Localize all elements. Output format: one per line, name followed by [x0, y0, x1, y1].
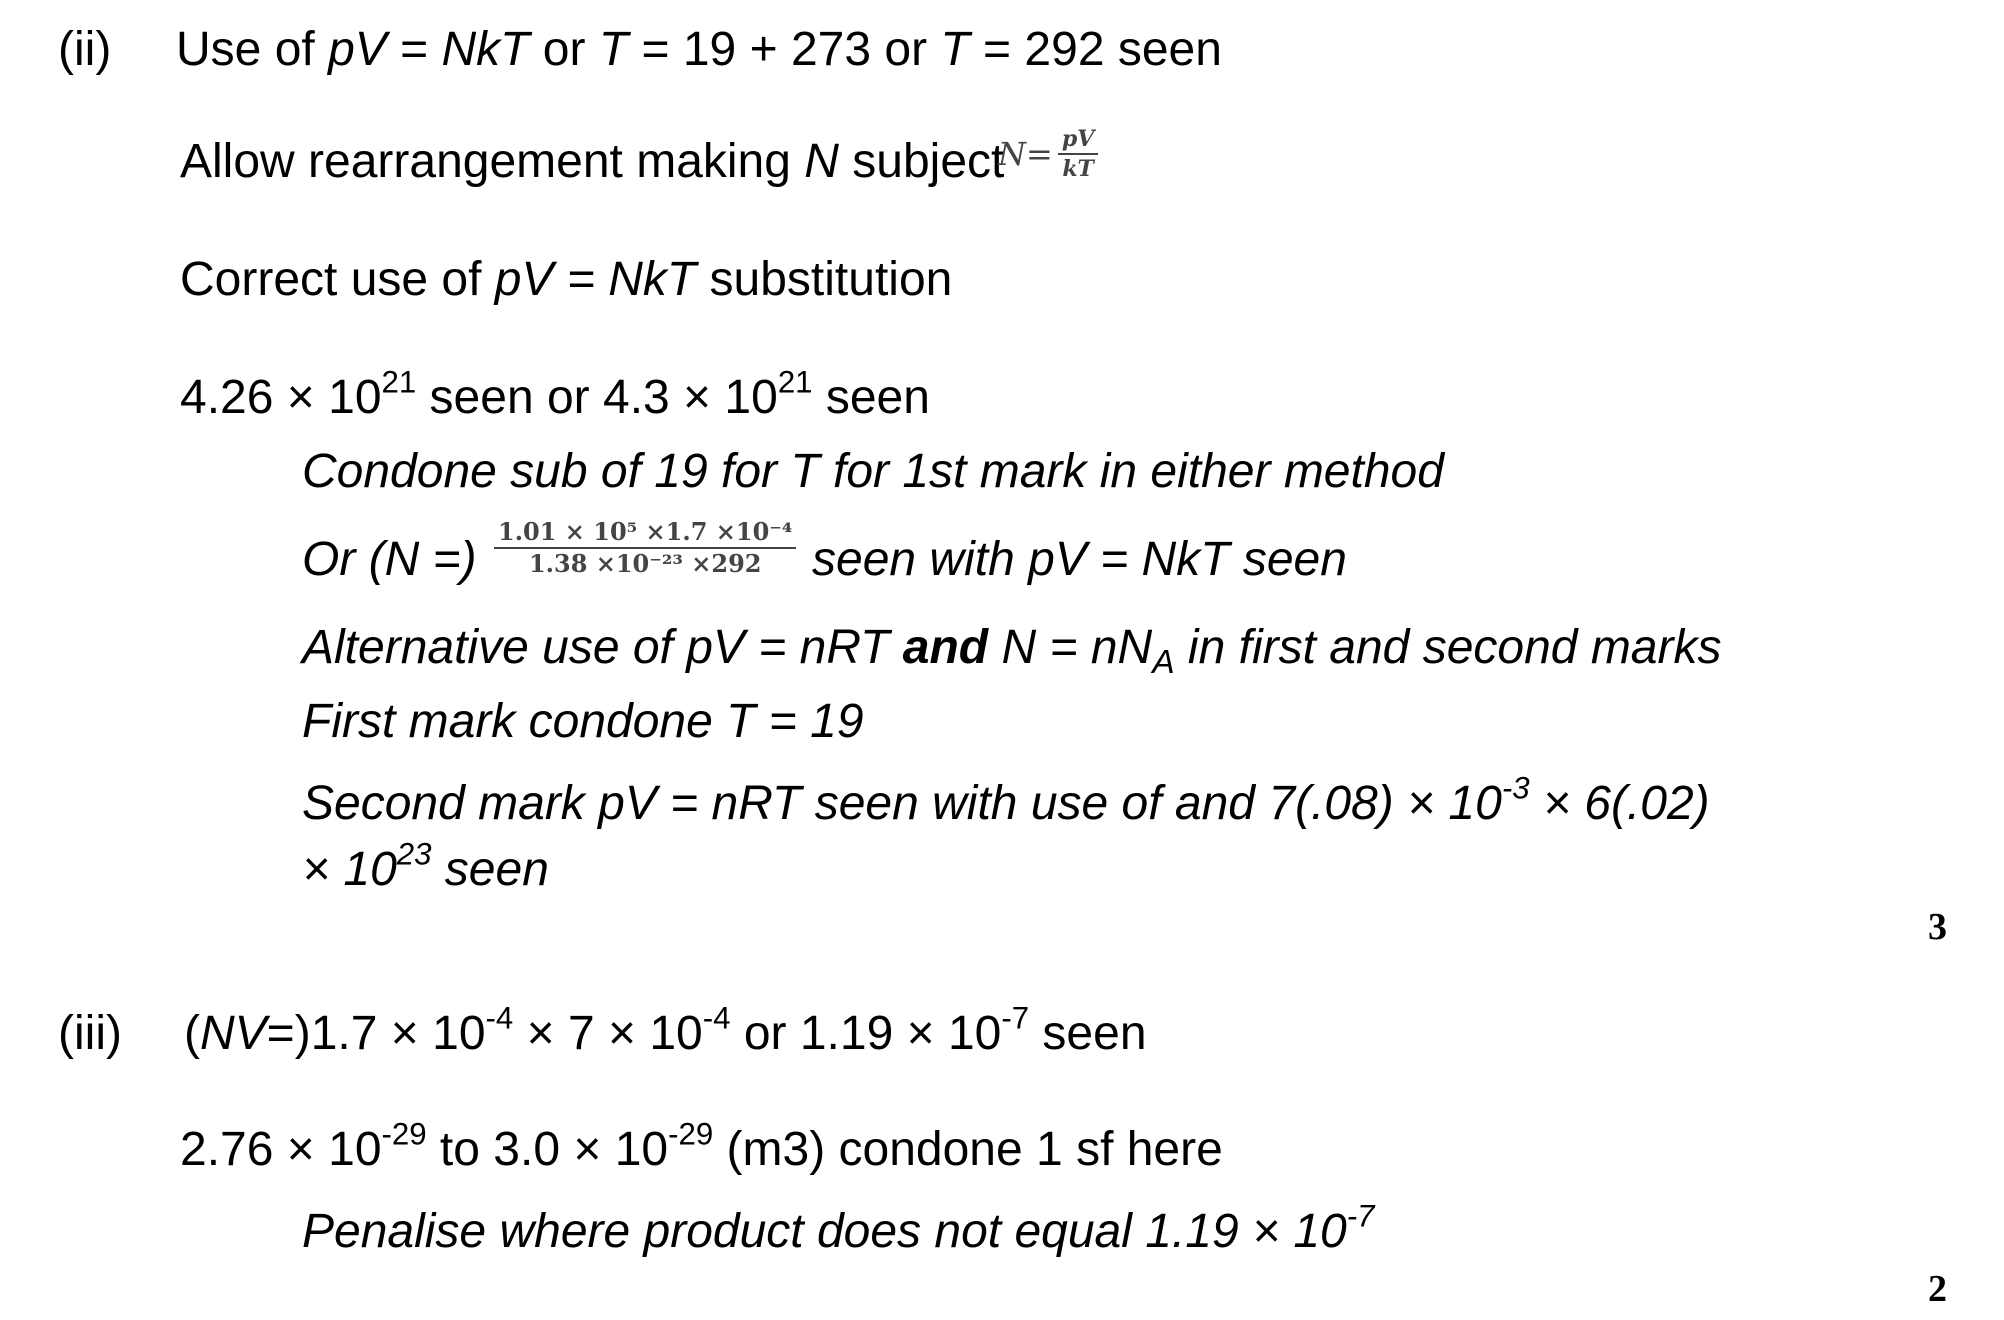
part-iii-marks: 2	[1928, 1268, 1947, 1310]
note-second-mark-cont: × $10^{23}$ seen	[302, 836, 549, 896]
part-iii-line-2: $2.76 \times 10^{-29}$ to $3.0 \times 10^{-29}$ (m3) condone 1 sf here	[180, 1116, 1223, 1176]
part-ii-marks: 3	[1928, 906, 1947, 948]
part-ii-line-2: Allow rearrangement making N subject	[180, 135, 1005, 188]
part-ii-line-1: Use of pV = NkT or T = 19 + 273 or T = 292 seen	[176, 23, 1222, 76]
note-condone-sub: Condone sub of 19 for T for 1st mark in either method	[302, 445, 1444, 498]
part-ii-line-4: $4.26 \times 10^{21}$ seen or $4.3 \times 10^{21}$ seen	[180, 364, 930, 424]
rearrangement-formula: N= $\frac{pV}{kT}$	[998, 128, 1098, 180]
part-iii-label: (iii)	[58, 1007, 122, 1060]
note-or-n: Or (N =)	[302, 533, 477, 586]
note-or-n-suffix: seen with pV = NkT seen	[812, 533, 1347, 586]
part-ii-line-3: Correct use of pV = NkT substitution	[180, 253, 953, 306]
note-first-mark: First mark condone T = 19	[302, 695, 864, 748]
note-alternative: Alternative use of pV = nRT and $N = nN_A$ in first and second marks	[302, 621, 1722, 682]
part-ii-label: (ii)	[58, 23, 112, 76]
note-or-n-fraction: $\frac{\text{1.01 × 10⁵ ×1.7 ×10⁻⁴}}{\text{1.38 ×10⁻²³ ×292}}$	[494, 520, 796, 576]
note-penalise: Penalise where product does not equal $1.19 \times 10^{-7}$	[302, 1198, 1375, 1258]
note-second-mark: Second mark pV = nRT seen with use of and $7(.08) \times 10^{-3} \times 6(.02)$	[302, 770, 1710, 830]
part-iii-line-1: $(NV=)1.7 \times 10^{-4} \times 7 \times 10^{-4}$ or $1.19 \times 10^{-7}$ seen	[184, 1000, 1147, 1060]
